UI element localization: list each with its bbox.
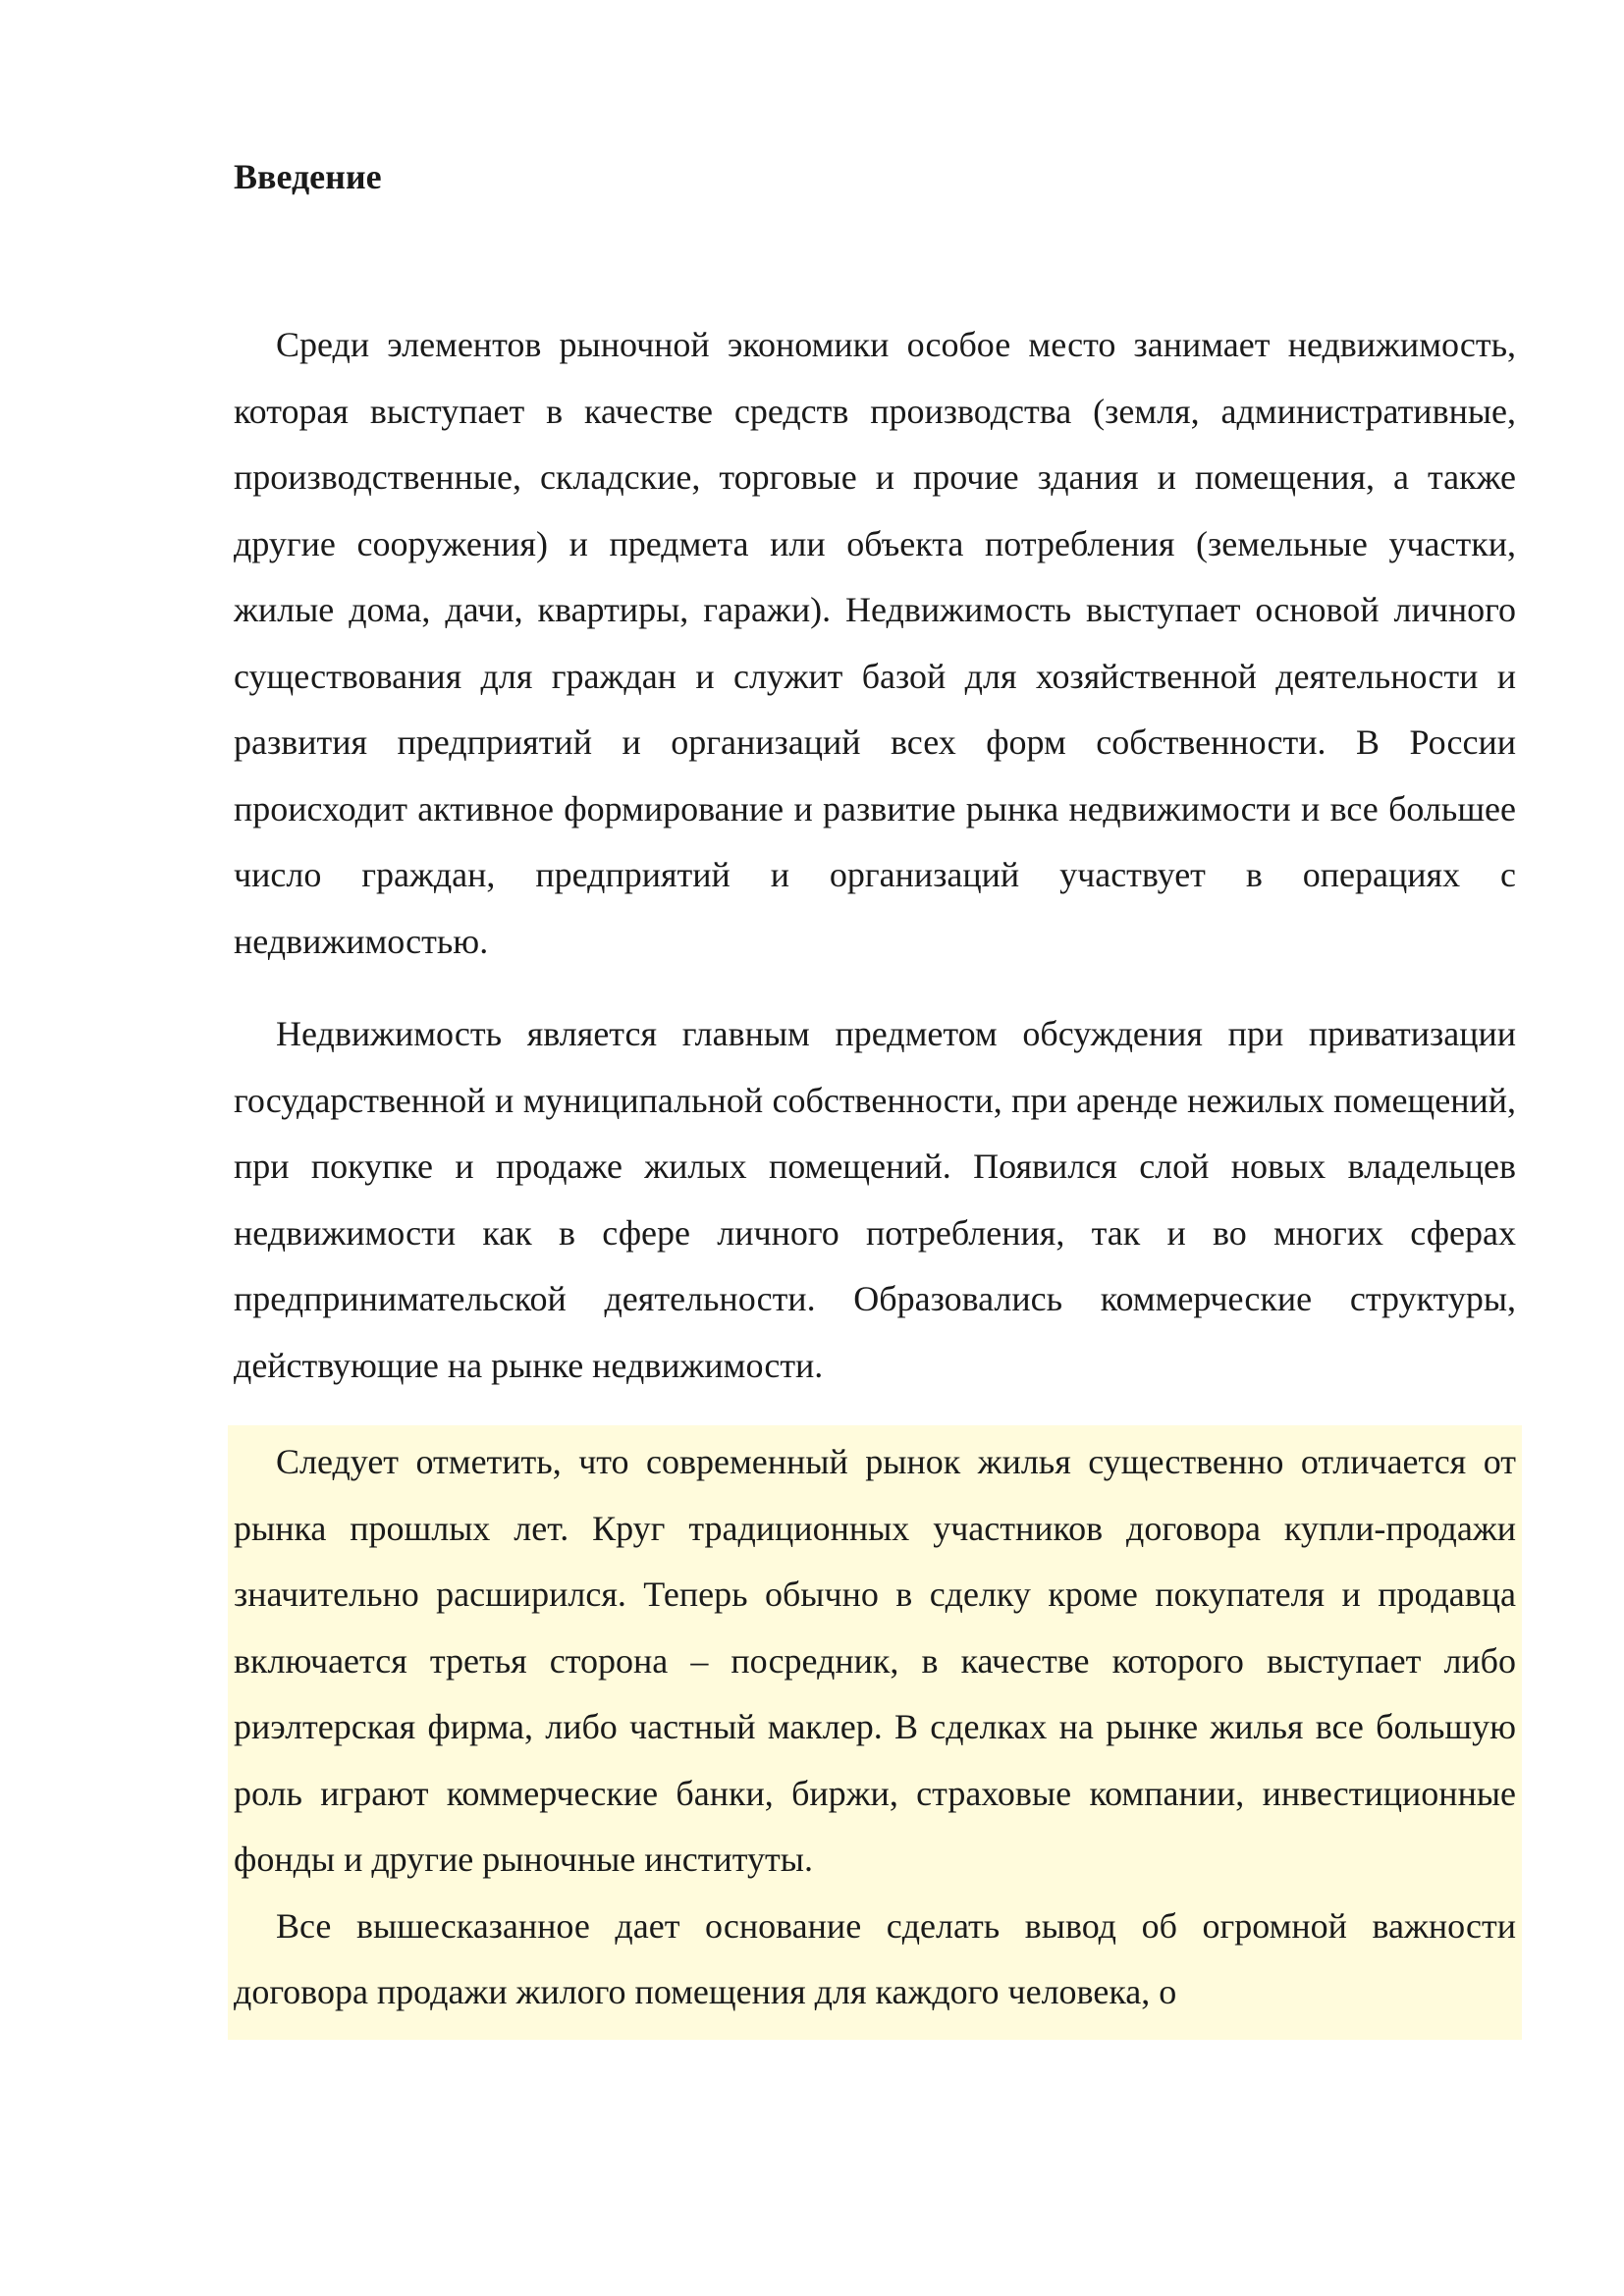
- paragraph-intro: Среди элементов рыночной экономики особое место занимает недвижимость, которая выступает в качестве средств производства (земля, административные, производственные, складские, торговые и прочие здания и помещения, а также другие сооружения) и предмета или объекта потребления (земельные участки, жилые дома, дачи, квартиры, гаражи). Недвижимость выступает основой личного существования для граждан и служит базой для хозяйственной деятельности и развития предприятий и организаций всех форм собственности. В России происходит активное формирование и развитие рынка недвижимости и все большее число граждан, предприятий и организаций участвует в операциях с недвижимостью.: [234, 325, 1516, 961]
- section-heading: Введение: [234, 157, 382, 196]
- paragraph-real-estate-privatization: Недвижимость является главным предметом обсуждения при приватизации государственной и муниципальной собственности, при аренде нежилых помещений, при покупке и продаже жилых помещений. Появился слой новых владельцев недвижимости как в сфере личного потребления, так и во многих сферах предпринимательской деятельности. Образовались коммерческие структуры, действующие на рынке недвижимости.: [234, 1014, 1516, 1385]
- paragraph-conclusion: Все вышесказанное дает основание сделать вывод об огромной важности договора продажи жилого помещения для каждого человека, о: [234, 1905, 1516, 2011]
- document-body: [234, 312, 1516, 2040]
- paragraph-housing-market: Следует отметить, что современный рынок жилья существенно отличается от рынка прошлых лет. Круг традиционных участников договора купли-продажи значительно расширился. Теперь обычно в сделку кроме покупателя и продавца включается третья сторона – посредник, в качестве которого выступает либо риэлтерская фирма, либо частный маклер. В сделках на рынке жилья все большую роль играют коммерческие банки, биржи, страховые компании, инвестиционные фонды и другие рыночные институты.: [234, 1442, 1516, 1879]
- highlighted-text-block: [228, 1425, 1522, 2040]
